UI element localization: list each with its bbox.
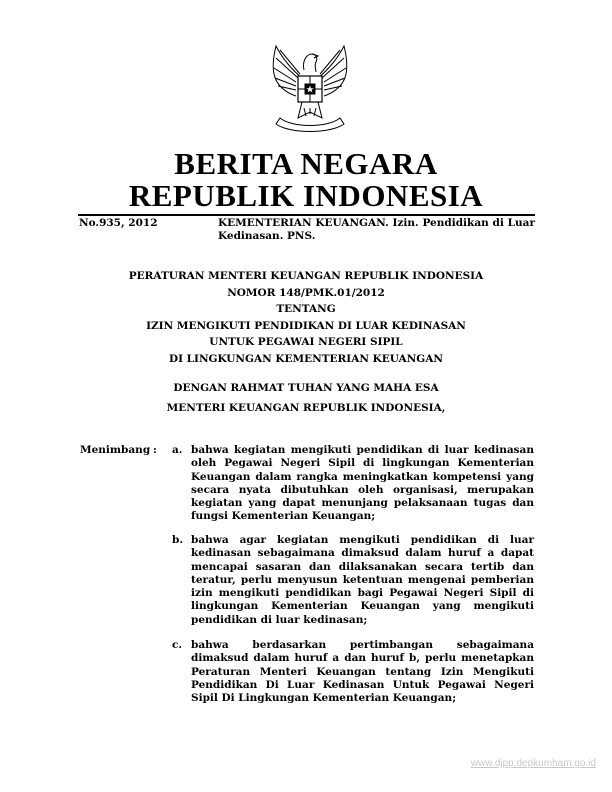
regulation-title: PERATURAN MENTERI KEUANGAN REPUBLIK INDONESIA bbox=[128, 270, 484, 282]
garuda-svg bbox=[262, 40, 358, 140]
header-divider bbox=[78, 214, 535, 216]
regulation-heading bbox=[0, 268, 612, 367]
gazette-title-line1: BERITA NEGARA bbox=[174, 146, 438, 181]
consideration-item-a bbox=[172, 444, 534, 524]
item-letter: b. bbox=[172, 534, 183, 546]
gazette-subject: KEMENTERIAN KEUANGAN. Izin. Pendidikan di Luar Kedinasan. PNS. bbox=[218, 217, 535, 242]
menimbang-colon: : bbox=[153, 444, 157, 456]
footer-url-link[interactable]: www.djpp.depkumham.go.id bbox=[470, 758, 596, 769]
menimbang-label: Menimbang bbox=[80, 444, 151, 456]
gazette-title-line2: REPUBLIK INDONESIA bbox=[128, 178, 484, 213]
regulation-number: NOMOR 148/PMK.01/2012 bbox=[227, 286, 385, 299]
item-text: bahwa berdasarkan pertimbangan sebagaimana dimaksud dalam huruf a dan huruf b, perlu menetapkan Peraturan Menteri Keuangan tentang Izin Mengikuti Pendidikan Di Luar Kedinasan Untuk Pegawai Negeri Sipil Di Lingkungan Kementerian Keuangan; bbox=[191, 639, 534, 705]
gazette-number: No.935, 2012 bbox=[79, 217, 158, 229]
preamble-line2: MENTERI KEUANGAN REPUBLIK INDONESIA, bbox=[166, 402, 446, 414]
item-letter: c. bbox=[172, 639, 183, 651]
regulation-subject-line3: DI LINGKUNGAN KEMENTERIAN KEUANGAN bbox=[168, 352, 444, 365]
regulation-subject-line2: UNTUK PEGAWAI NEGERI SIPIL bbox=[209, 336, 403, 348]
regulation-subject-line1: IZIN MENGIKUTI PENDIDIKAN DI LUAR KEDINASAN bbox=[146, 319, 466, 332]
consideration-item-b bbox=[172, 534, 534, 627]
item-text: bahwa kegiatan mengikuti pendidikan di luar kedinasan oleh Pegawai Negeri Sipil di lingkungan Kementerian Keuangan dalam rangka meningkatkan kompetensi yang secara nyata dibutuhkan oleh organisasi, merupakan kegiatan yang dapat menunjang pelaksanaan tugas dan fungsi Kementerian Keuangan; bbox=[191, 444, 534, 523]
garuda-emblem-icon bbox=[262, 40, 358, 140]
item-letter: a. bbox=[172, 444, 183, 456]
preamble-line1: DENGAN RAHMAT TUHAN YANG MAHA ESA bbox=[173, 382, 439, 394]
consideration-item-c bbox=[172, 639, 534, 705]
preamble bbox=[0, 378, 612, 418]
regulation-tentang: TENTANG bbox=[276, 303, 336, 315]
item-text: bahwa agar kegiatan mengikuti pendidikan di luar kedinasan sebagaimana dimaksud dalam huruf a dapat mencapai sasaran dan dilaksanakan secara tertib dan teratur, perlu menyusun ketentuan mengenai pemberian izin mengikuti pendidikan bagi Pegawai Negeri Sipil di lingkungan Kementerian Keuangan yang mengikuti pendidikan di luar kedinasan; bbox=[191, 534, 534, 626]
